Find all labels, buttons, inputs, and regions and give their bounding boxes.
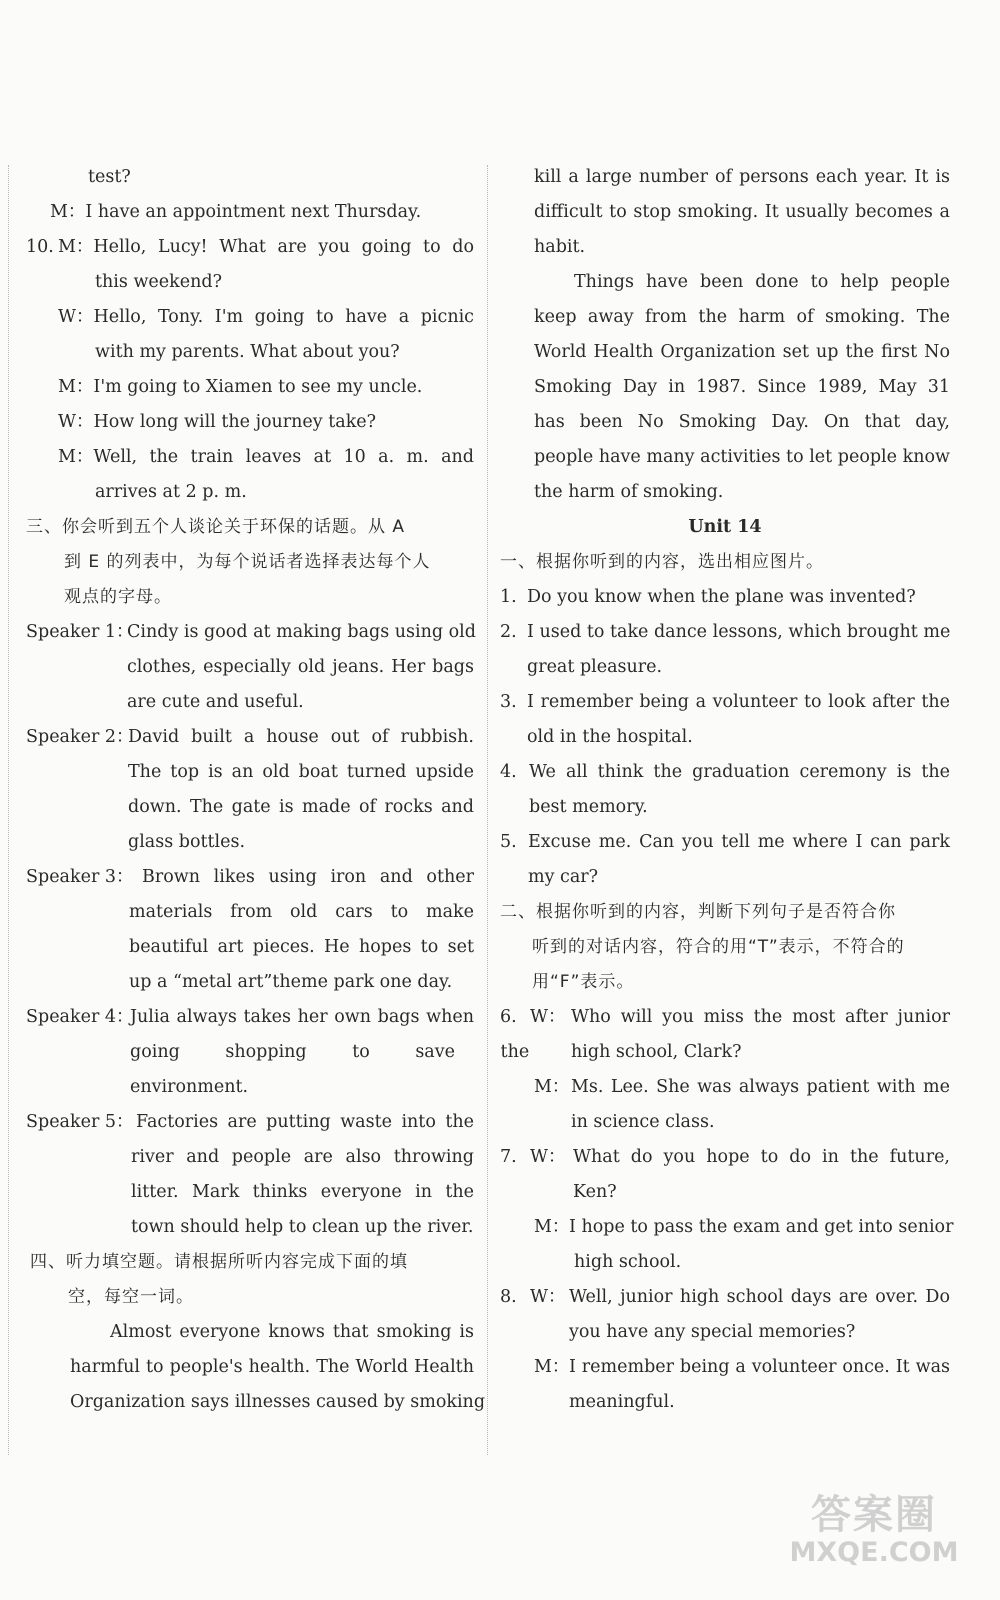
line-text: down. The gate is made of rocks and: [128, 797, 474, 817]
right-column: [500, 160, 954, 1420]
line-text: Ken?: [573, 1182, 617, 1202]
line-text: with my parents. What about you?: [95, 342, 400, 362]
line-text: keep away from the harm of smoking. The: [534, 307, 950, 327]
text-line: [500, 1175, 950, 1210]
line-text: Cindy is good at making bags using old: [127, 622, 476, 642]
text-line: [500, 1245, 950, 1280]
speaker-2: [26, 720, 474, 755]
paragraph-line: [500, 195, 950, 230]
line-text: 四、听力填空题。请根据所听内容完成下面的填: [30, 1252, 408, 1272]
line-text: I used to take dance lessons, which brought me: [527, 622, 951, 642]
line-text: Ms. Lee. She was always patient with me: [571, 1077, 950, 1097]
text-line: [26, 650, 474, 685]
line-text: meaningful.: [569, 1392, 675, 1412]
line-text: clothes, especially old jeans. Her bags: [127, 657, 474, 677]
text-line: [26, 335, 474, 370]
speaker-tag: M：: [534, 1077, 570, 1097]
section-1-heading: [500, 545, 950, 580]
question-number: 1.: [500, 587, 517, 607]
dialogue-line: [500, 1350, 950, 1385]
question-number: 5.: [500, 832, 517, 852]
line-text: town should help to clean up the river.: [131, 1217, 474, 1237]
speaker-tag: W：: [530, 1287, 566, 1307]
line-text: 用“F”表示。: [532, 972, 635, 992]
line-text: materials from old cars to make: [129, 902, 474, 922]
question-4: [500, 755, 950, 790]
line-text: are cute and useful.: [127, 692, 304, 712]
speaker-tag: W：: [530, 1007, 566, 1027]
line-text: How long will the journey take?: [93, 412, 377, 432]
speaker-3: [26, 860, 474, 895]
paragraph-line: [500, 475, 950, 510]
column-divider: [487, 165, 488, 1455]
line-text: World Health Organization set up the first No: [534, 342, 950, 362]
text-line: [26, 790, 474, 825]
question-2: [500, 615, 950, 650]
dialogue-line: [26, 300, 474, 335]
dialogue-line: [500, 1070, 950, 1105]
section-4-heading: [26, 1280, 474, 1315]
line-text: people have many activities to let people know: [534, 447, 950, 467]
speaker-tag: M：: [50, 202, 86, 222]
line-text: arrives at 2 p. m.: [95, 482, 247, 502]
line-text: Well, the train leaves at 10 a. m. and: [93, 447, 474, 467]
line-text: Almost everyone knows that smoking is: [110, 1322, 474, 1342]
line-text: test?: [88, 167, 131, 187]
line-text: best memory.: [529, 797, 648, 817]
section-4-heading: [26, 1245, 474, 1280]
line-text: Factories are putting waste into the: [136, 1112, 474, 1132]
line-text: environment.: [130, 1077, 249, 1097]
question-3: [500, 685, 950, 720]
line-text: Smoking Day in 1987. Since 1989, May 31: [534, 377, 950, 397]
question-number: 2.: [500, 622, 517, 642]
line-text: has been No Smoking Day. On that day,: [534, 412, 950, 432]
text-line: [26, 475, 474, 510]
line-text: What do you hope to do in the future,: [573, 1147, 950, 1167]
speaker-tag: W：: [530, 1147, 566, 1167]
line-text: I have an appointment next Thursday.: [85, 202, 422, 222]
text-line: [26, 825, 474, 860]
line-text: 二、根据你听到的内容，判断下列句子是否符合你: [500, 902, 896, 922]
paragraph-line: [500, 440, 950, 475]
left-margin-rule: [8, 165, 9, 1455]
text-line: [26, 1140, 474, 1175]
question-number: 4.: [500, 762, 517, 782]
line-text: Hello, Lucy! What are you going to do: [93, 237, 474, 257]
line-text: Things have been done to help people: [574, 272, 950, 292]
watermark-logo: [774, 1492, 974, 1572]
paragraph-line: [26, 1350, 474, 1385]
line-text: high school, Clark?: [571, 1042, 742, 1062]
question-6: [500, 1000, 950, 1035]
speaker-tag: M：: [534, 1357, 570, 1377]
line-text: 观点的字母。: [64, 587, 172, 607]
line-text: 听到的对话内容，符合的用“T”表示，不符合的: [532, 937, 905, 957]
line-text: river and people are also throwing: [131, 1147, 474, 1167]
text-line: [500, 1385, 950, 1420]
line-text: We all think the graduation ceremony is the: [529, 762, 950, 782]
line-text: this weekend?: [95, 272, 222, 292]
paragraph-line: [500, 265, 950, 300]
line-text: you have any special memories?: [569, 1322, 856, 1342]
paragraph-line: [26, 1315, 474, 1350]
speaker-1: [26, 615, 474, 650]
text-line: [26, 1175, 474, 1210]
line-text: litter. Mark thinks everyone in the: [131, 1182, 474, 1202]
line-text: going shopping to save the: [130, 1042, 530, 1062]
line-text: David built a house out of rubbish.: [128, 727, 474, 747]
line-text: kill a large number of persons each year. It is: [534, 167, 950, 187]
text-line: [26, 685, 474, 720]
paragraph-line: [500, 230, 950, 265]
line-text: I hope to pass the exam and get into senior: [569, 1217, 954, 1237]
line-text: 一、根据你听到的内容，选出相应图片。: [500, 552, 824, 572]
line-text: Who will you miss the most after junior: [571, 1007, 950, 1027]
line-text: beautiful art pieces. He hopes to set: [129, 937, 474, 957]
speaker-tag: Speaker 1：: [26, 622, 134, 642]
speaker-5: [26, 1105, 474, 1140]
dialogue-line: [500, 1210, 954, 1245]
dialogue-line: [26, 195, 474, 230]
question-number: 7.: [500, 1147, 517, 1167]
line-text: I remember being a volunteer to look after the: [527, 692, 950, 712]
text-line: [26, 160, 474, 195]
speaker-tag: M：: [58, 237, 94, 257]
speaker-tag: W：: [58, 307, 94, 327]
line-text: Brown likes using iron and other: [142, 867, 474, 887]
text-line: [500, 1035, 950, 1070]
line-text: 到 E 的列表中，为每个说话者选择表达每个人: [64, 552, 431, 572]
text-line: [500, 650, 950, 685]
line-text: 三、你会听到五个人谈论关于环保的话题。从 A: [26, 517, 406, 537]
question-5: [500, 825, 950, 860]
line-text: Hello, Tony. I'm going to have a picnic: [93, 307, 474, 327]
paragraph-line: [500, 405, 950, 440]
line-text: Organization says illnesses caused by smoking: [70, 1392, 486, 1412]
text-line: [500, 1315, 950, 1350]
section-3-heading: [26, 580, 474, 615]
question-number: 3.: [500, 692, 517, 712]
question-10: [26, 230, 474, 265]
speaker-tag: Speaker 5：: [26, 1112, 134, 1132]
paragraph-line: [26, 1385, 486, 1420]
line-text: Excuse me. Can you tell me where I can park: [528, 832, 950, 852]
text-line: [26, 1070, 474, 1105]
line-text: I'm going to Xiamen to see my uncle.: [93, 377, 423, 397]
text-line: [500, 720, 950, 755]
question-7: [500, 1140, 950, 1175]
dialogue-line: [26, 405, 474, 440]
paragraph-line: [500, 370, 950, 405]
left-column: [26, 160, 530, 1420]
section-2-heading: [500, 930, 950, 965]
paragraph-line: [500, 335, 950, 370]
speaker-tag: W：: [58, 412, 94, 432]
line-text: harmful to people's health. The World Health: [70, 1357, 474, 1377]
line-text: the harm of smoking.: [534, 482, 724, 502]
line-text: Do you know when the plane was invented?: [527, 587, 916, 607]
text-line: [26, 265, 474, 300]
line-text: old in the hospital.: [527, 727, 693, 747]
speaker-tag: Speaker 2：: [26, 727, 134, 747]
watermark-en: MXQE.COM: [789, 1537, 959, 1568]
line-text: glass bottles.: [128, 832, 246, 852]
text-line: [500, 1105, 950, 1140]
line-text: my car?: [528, 867, 599, 887]
paragraph-line: [500, 300, 950, 335]
line-text: up a “metal art”theme park one day.: [129, 972, 453, 992]
line-text: in science class.: [571, 1112, 715, 1132]
speaker-tag: M：: [58, 447, 94, 467]
text-line: [26, 755, 474, 790]
text-line: [26, 1035, 530, 1070]
speaker-tag: M：: [534, 1217, 570, 1237]
line-text: The top is an old boat turned upside: [128, 762, 474, 782]
text-line: [26, 895, 474, 930]
question-number: 6.: [500, 1007, 517, 1027]
unit-title: Unit 14: [688, 517, 762, 537]
text-line: [26, 965, 474, 1000]
section-3-heading: [26, 545, 474, 580]
question-number: 10.: [26, 237, 54, 257]
speaker-tag: Speaker 3：: [26, 867, 134, 887]
line-text: Julia always takes her own bags when: [130, 1007, 474, 1027]
section-3-heading: [26, 510, 474, 545]
line-text: Well, junior high school days are over. Do: [569, 1287, 950, 1307]
dialogue-line: [26, 440, 474, 475]
text-line: [500, 860, 950, 895]
line-text: high school.: [574, 1252, 682, 1272]
question-number: 8.: [500, 1287, 517, 1307]
text-line: [26, 1210, 474, 1245]
paragraph-line: [500, 160, 950, 195]
question-8: [500, 1280, 950, 1315]
dialogue-line: [26, 370, 474, 405]
speaker-tag: M：: [58, 377, 94, 397]
watermark-cn: 答案圈: [811, 1492, 937, 1538]
section-2-heading: [500, 965, 950, 1000]
text-line: [26, 930, 474, 965]
line-text: habit.: [534, 237, 586, 257]
question-1: [500, 580, 950, 615]
speaker-4: [26, 1000, 474, 1035]
speaker-tag: Speaker 4：: [26, 1007, 134, 1027]
line-text: difficult to stop smoking. It usually becomes a: [534, 202, 950, 222]
text-line: [500, 790, 950, 825]
line-text: great pleasure.: [527, 657, 663, 677]
line-text: I remember being a volunteer once. It was: [569, 1357, 950, 1377]
line-text: 空，每空一词。: [68, 1287, 194, 1307]
section-2-heading: [500, 895, 950, 930]
